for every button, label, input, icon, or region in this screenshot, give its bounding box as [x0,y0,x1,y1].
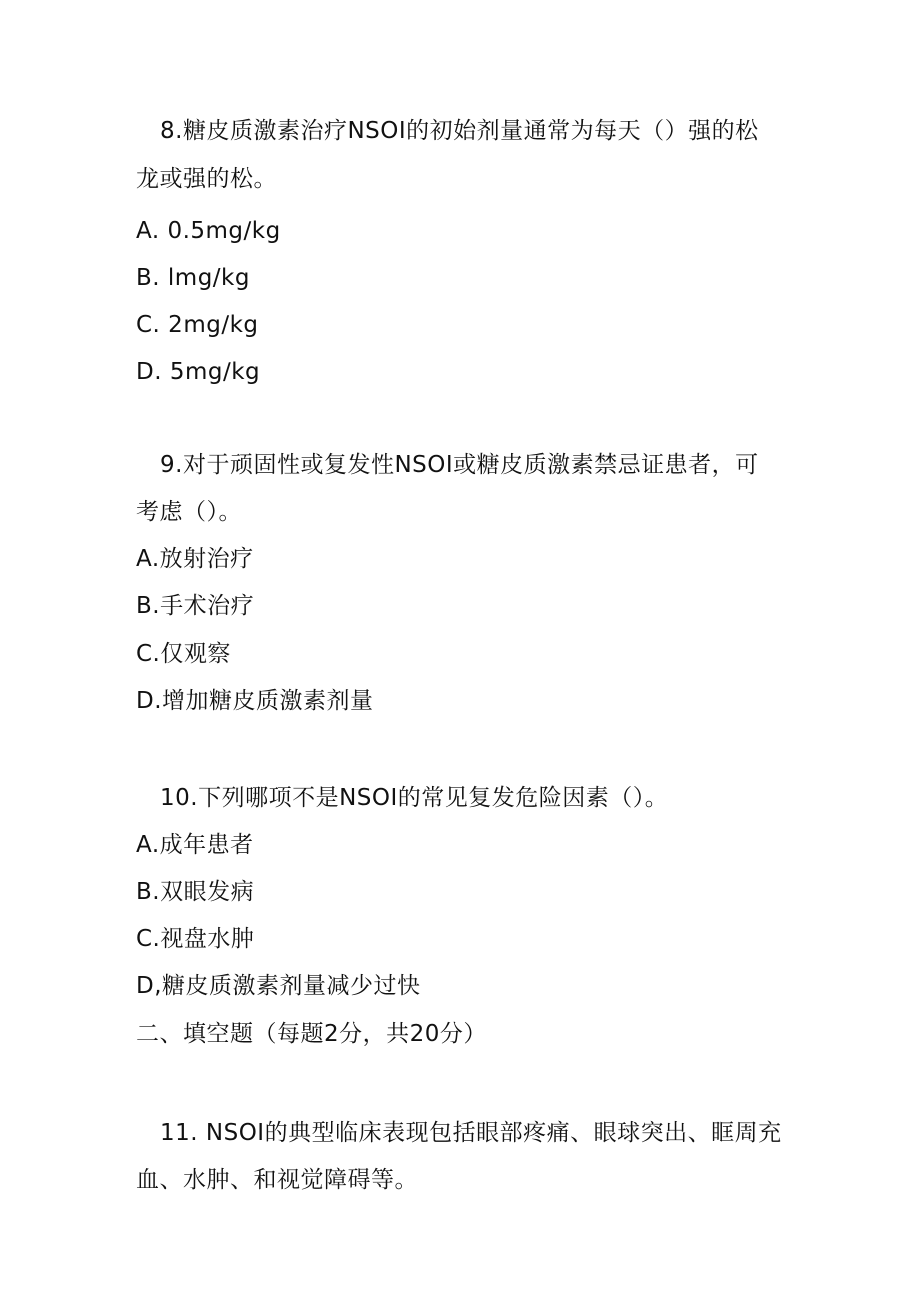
question-8-option-c: C. 2mg∕kg [136,312,259,338]
question-11-line2: 血、水肿、和视觉障碍等。 [136,1167,418,1193]
question-9-option-a: A.放射治疗 [136,546,254,572]
question-9-option-b: B.手术治疗 [136,593,255,619]
question-10-option-d: D,糖皮质激素剂量减少过快 [136,973,421,999]
section-heading-fill-in: 二、填空题（每题2分，共20分） [136,1021,487,1047]
question-8-option-d: D. 5mg∕kg [136,359,261,385]
question-9-option-c: C.仅观察 [136,641,231,667]
question-11-line1: 11. NSOI的典型临床表现包括眼部疼痛、眼球突出、眶周充 [160,1120,782,1146]
question-10-option-a: A.成年患者 [136,832,254,858]
question-8-stem-line1: 8.糖皮质激素治疗NSOI的初始剂量通常为每天（）强的松 [160,118,759,144]
question-8-option-a: A. 0.5mg∕kg [136,218,281,244]
question-9-stem-line2: 考虑（）。 [136,499,242,525]
question-9-option-d: D.增加糖皮质激素剂量 [136,688,374,714]
question-9-stem-line1: 9.对于顽固性或复发性NSOI或糖皮质激素禁忌证患者，可 [160,452,759,478]
question-10-stem: 10.下列哪项不是NSOI的常见复发危险因素（）。 [160,785,669,811]
question-8-option-b: B. lmg/kg [136,265,250,291]
question-8-stem-line2: 龙或强的松。 [136,166,277,192]
question-10-option-b: B.双眼发病 [136,879,255,905]
question-10-option-c: C.视盘水肿 [136,926,255,952]
